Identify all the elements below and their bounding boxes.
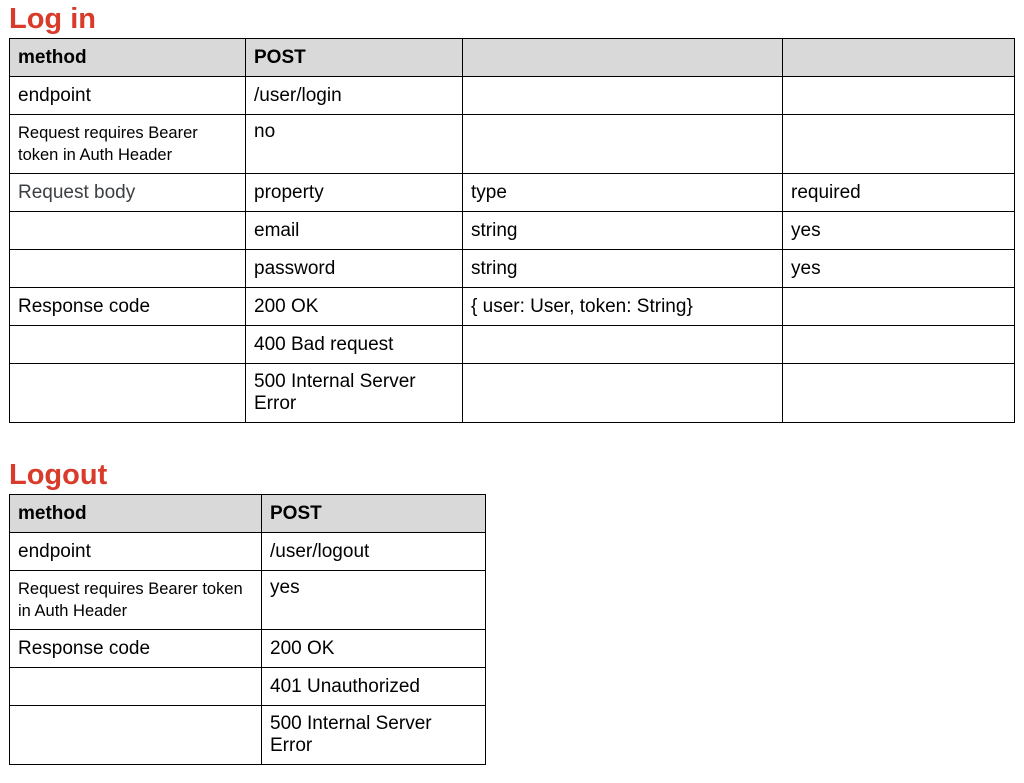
table-cell: Request requires Bearer token in Auth Header <box>10 115 246 174</box>
table-cell: endpoint <box>10 533 262 571</box>
table-cell: type <box>463 174 783 212</box>
table-cell: POST <box>246 39 463 77</box>
table-cell: Response code <box>10 288 246 326</box>
table-cell <box>463 364 783 423</box>
table-cell <box>10 326 246 364</box>
table-cell: Response code <box>10 630 262 668</box>
table-cell: email <box>246 212 463 250</box>
table-row <box>10 668 486 706</box>
table-cell <box>10 668 262 706</box>
table-cell: password <box>246 250 463 288</box>
table-cell: 500 Internal Server Error <box>246 364 463 423</box>
table-cell <box>783 39 1015 77</box>
table-row <box>10 212 1015 250</box>
table-cell <box>463 326 783 364</box>
table-cell: required <box>783 174 1015 212</box>
table-row <box>10 174 1015 212</box>
table-cell <box>10 212 246 250</box>
table-cell: { user: User, token: String} <box>463 288 783 326</box>
table-cell: string <box>463 250 783 288</box>
table-header-row <box>10 495 486 533</box>
table-row <box>10 630 486 668</box>
logout-section-title: Logout <box>9 459 108 491</box>
table-cell: yes <box>262 571 486 630</box>
table-cell <box>10 706 262 765</box>
table-row <box>10 706 486 765</box>
table-cell <box>783 115 1015 174</box>
table-cell: string <box>463 212 783 250</box>
table-cell: POST <box>262 495 486 533</box>
table-header-row <box>10 39 1015 77</box>
table-cell: 400 Bad request <box>246 326 463 364</box>
table-cell: Request requires Bearer token in Auth Header <box>10 571 262 630</box>
table-row <box>10 364 1015 423</box>
table-cell <box>463 77 783 115</box>
table-row <box>10 288 1015 326</box>
table-cell: yes <box>783 250 1015 288</box>
table-cell <box>463 39 783 77</box>
table-cell: 200 OK <box>246 288 463 326</box>
table-cell: no <box>246 115 463 174</box>
table-cell <box>10 364 246 423</box>
table-row <box>10 571 486 630</box>
table-cell <box>783 364 1015 423</box>
table-cell: method <box>10 39 246 77</box>
table-cell: 401 Unauthorized <box>262 668 486 706</box>
table-row <box>10 115 1015 174</box>
table-cell <box>783 326 1015 364</box>
login-section-title: Log in <box>9 3 96 35</box>
table-cell: yes <box>783 212 1015 250</box>
table-cell: method <box>10 495 262 533</box>
table-cell: endpoint <box>10 77 246 115</box>
table-row <box>10 533 486 571</box>
table-cell: /user/logout <box>262 533 486 571</box>
table-cell: 500 Internal Server Error <box>262 706 486 765</box>
table-cell: property <box>246 174 463 212</box>
table-cell <box>783 77 1015 115</box>
table-cell: /user/login <box>246 77 463 115</box>
table-row <box>10 77 1015 115</box>
table-cell <box>10 250 246 288</box>
table-row <box>10 326 1015 364</box>
logout-endpoint-table <box>9 494 486 765</box>
table-cell: Request body <box>10 174 246 212</box>
table-cell <box>783 288 1015 326</box>
table-row <box>10 250 1015 288</box>
table-cell: 200 OK <box>262 630 486 668</box>
login-endpoint-table <box>9 38 1015 423</box>
table-cell <box>463 115 783 174</box>
